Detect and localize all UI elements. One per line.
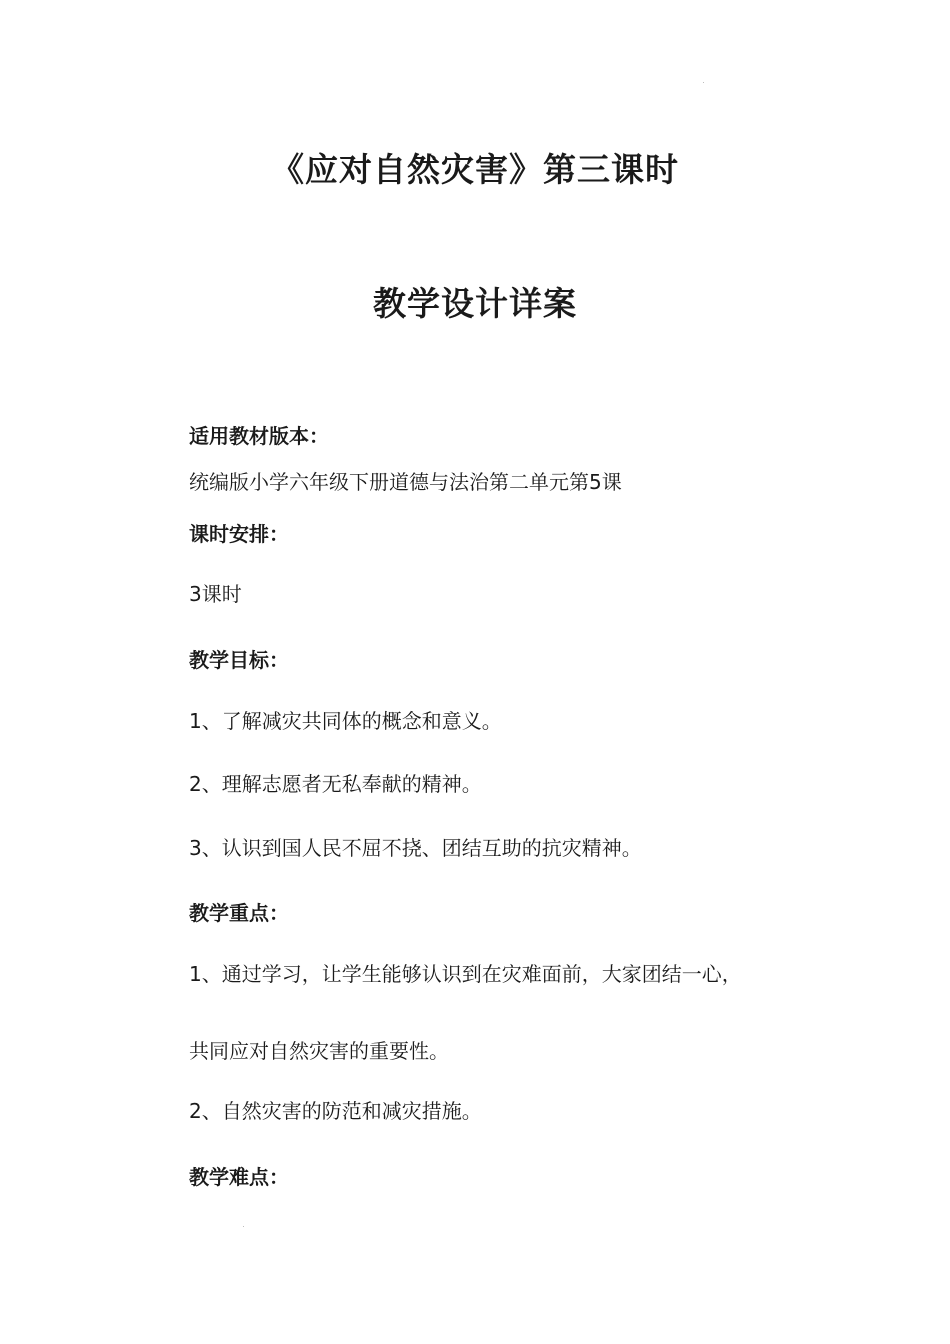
scan-speck [243, 1226, 244, 1227]
scan-speck [703, 82, 704, 83]
textbook-heading: 适用教材版本： [189, 424, 329, 448]
keypoint-item-1: 1、通过学习，让学生能够认识到在灾难面前，大家团结一心， [189, 962, 742, 986]
document-subtitle: 教学设计详案 [373, 284, 577, 323]
difficulties-heading: 教学难点： [189, 1165, 289, 1189]
goal-item-3: 3、认识到国人民不屈不挠、团结互助的抗灾精神。 [189, 836, 642, 860]
textbook-value: 统编版小学六年级下册道德与法治第二单元第5课 [189, 470, 622, 494]
goal-item-2: 2、理解志愿者无私奉献的精神。 [189, 772, 482, 796]
schedule-value: 3课时 [189, 582, 242, 606]
keypoint-item-2: 2、自然灾害的防范和减灾措施。 [189, 1099, 482, 1123]
document-title: 《应对自然灾害》第三课时 [271, 150, 679, 189]
goal-item-1: 1、了解减灾共同体的概念和意义。 [189, 709, 502, 733]
schedule-heading: 课时安排： [189, 522, 289, 546]
keypoint-item-1-continued: 共同应对自然灾害的重要性。 [189, 1039, 449, 1063]
keypoints-heading: 教学重点： [189, 901, 289, 925]
goals-heading: 教学目标： [189, 648, 289, 672]
